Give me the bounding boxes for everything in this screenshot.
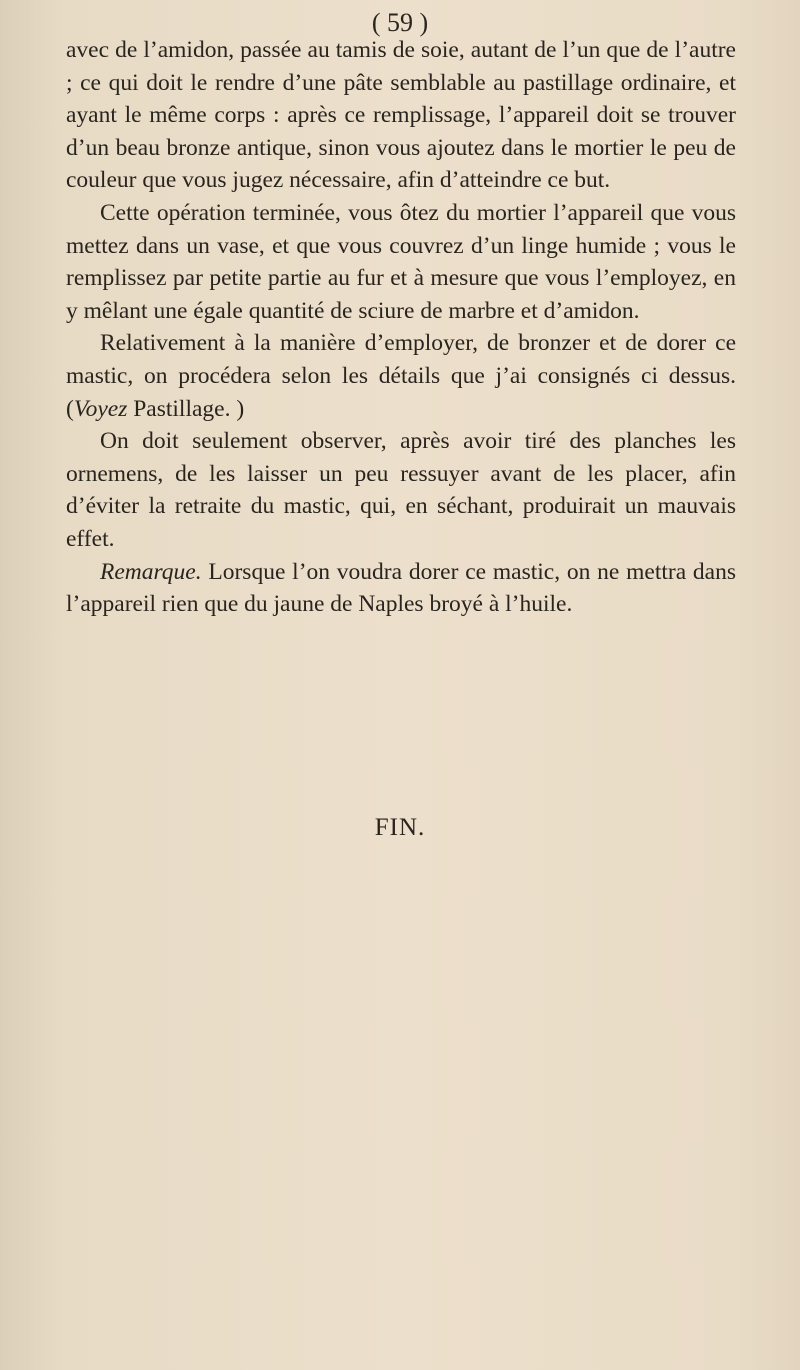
paragraph-4: On doit seulement observer, après avoir tiré des planches les ornemens, de les laisser un peu ressuyer avant de les placer, afin d’éviter la retraite du mastic, qui, en séchant, produirait un mauvais effet. [66,428,736,552]
remarque-label: Remarque. [100,558,202,585]
paragraph-3-tail: Pastillage. ) [127,395,245,422]
paragraph-2: Cette opération terminée, vous ôtez du mortier l’appareil que vous mettez dans un vase, et que vous couvrez d’un linge humide ; vous le remplissez par petite partie au fur et à mesure que vous l’employez, en y mêlant une égale quantité de sciure de marbre et d’amidon. [66,199,736,324]
fin-label: FIN. [374,814,426,841]
paragraph-5-text: Lorsque l’on voudra dorer ce mastic, on ne mettra dans l’appareil rien que du jaune de Naples broyé à l’huile. [66,558,736,618]
paragraph-3-text: Relativement à la manière d’employer, de bronzer et de dorer ce mastic, on procédera selon les détails que j’ai consignés ci dessus. ( [66,330,736,422]
paragraph-3 [66,327,736,425]
body-text [66,34,736,621]
voyez-reference: Voyez [73,395,128,422]
page-number: ( 59 ) [371,8,429,37]
paragraph-1: avec de l’amidon, passée au tamis de soie, autant de l’un que de l’autre ; ce qui doit le rendre d’une pâte semblable au pastillage ordinaire, et ayant le même corps : après ce remplissage, l’appareil doit se trouver d’un beau bronze antique, sinon vous ajoutez dans le mortier le peu de couleur que vous jugez nécessaire, afin d’atteindre ce but. [66,37,736,194]
paragraph-5 [66,556,736,621]
